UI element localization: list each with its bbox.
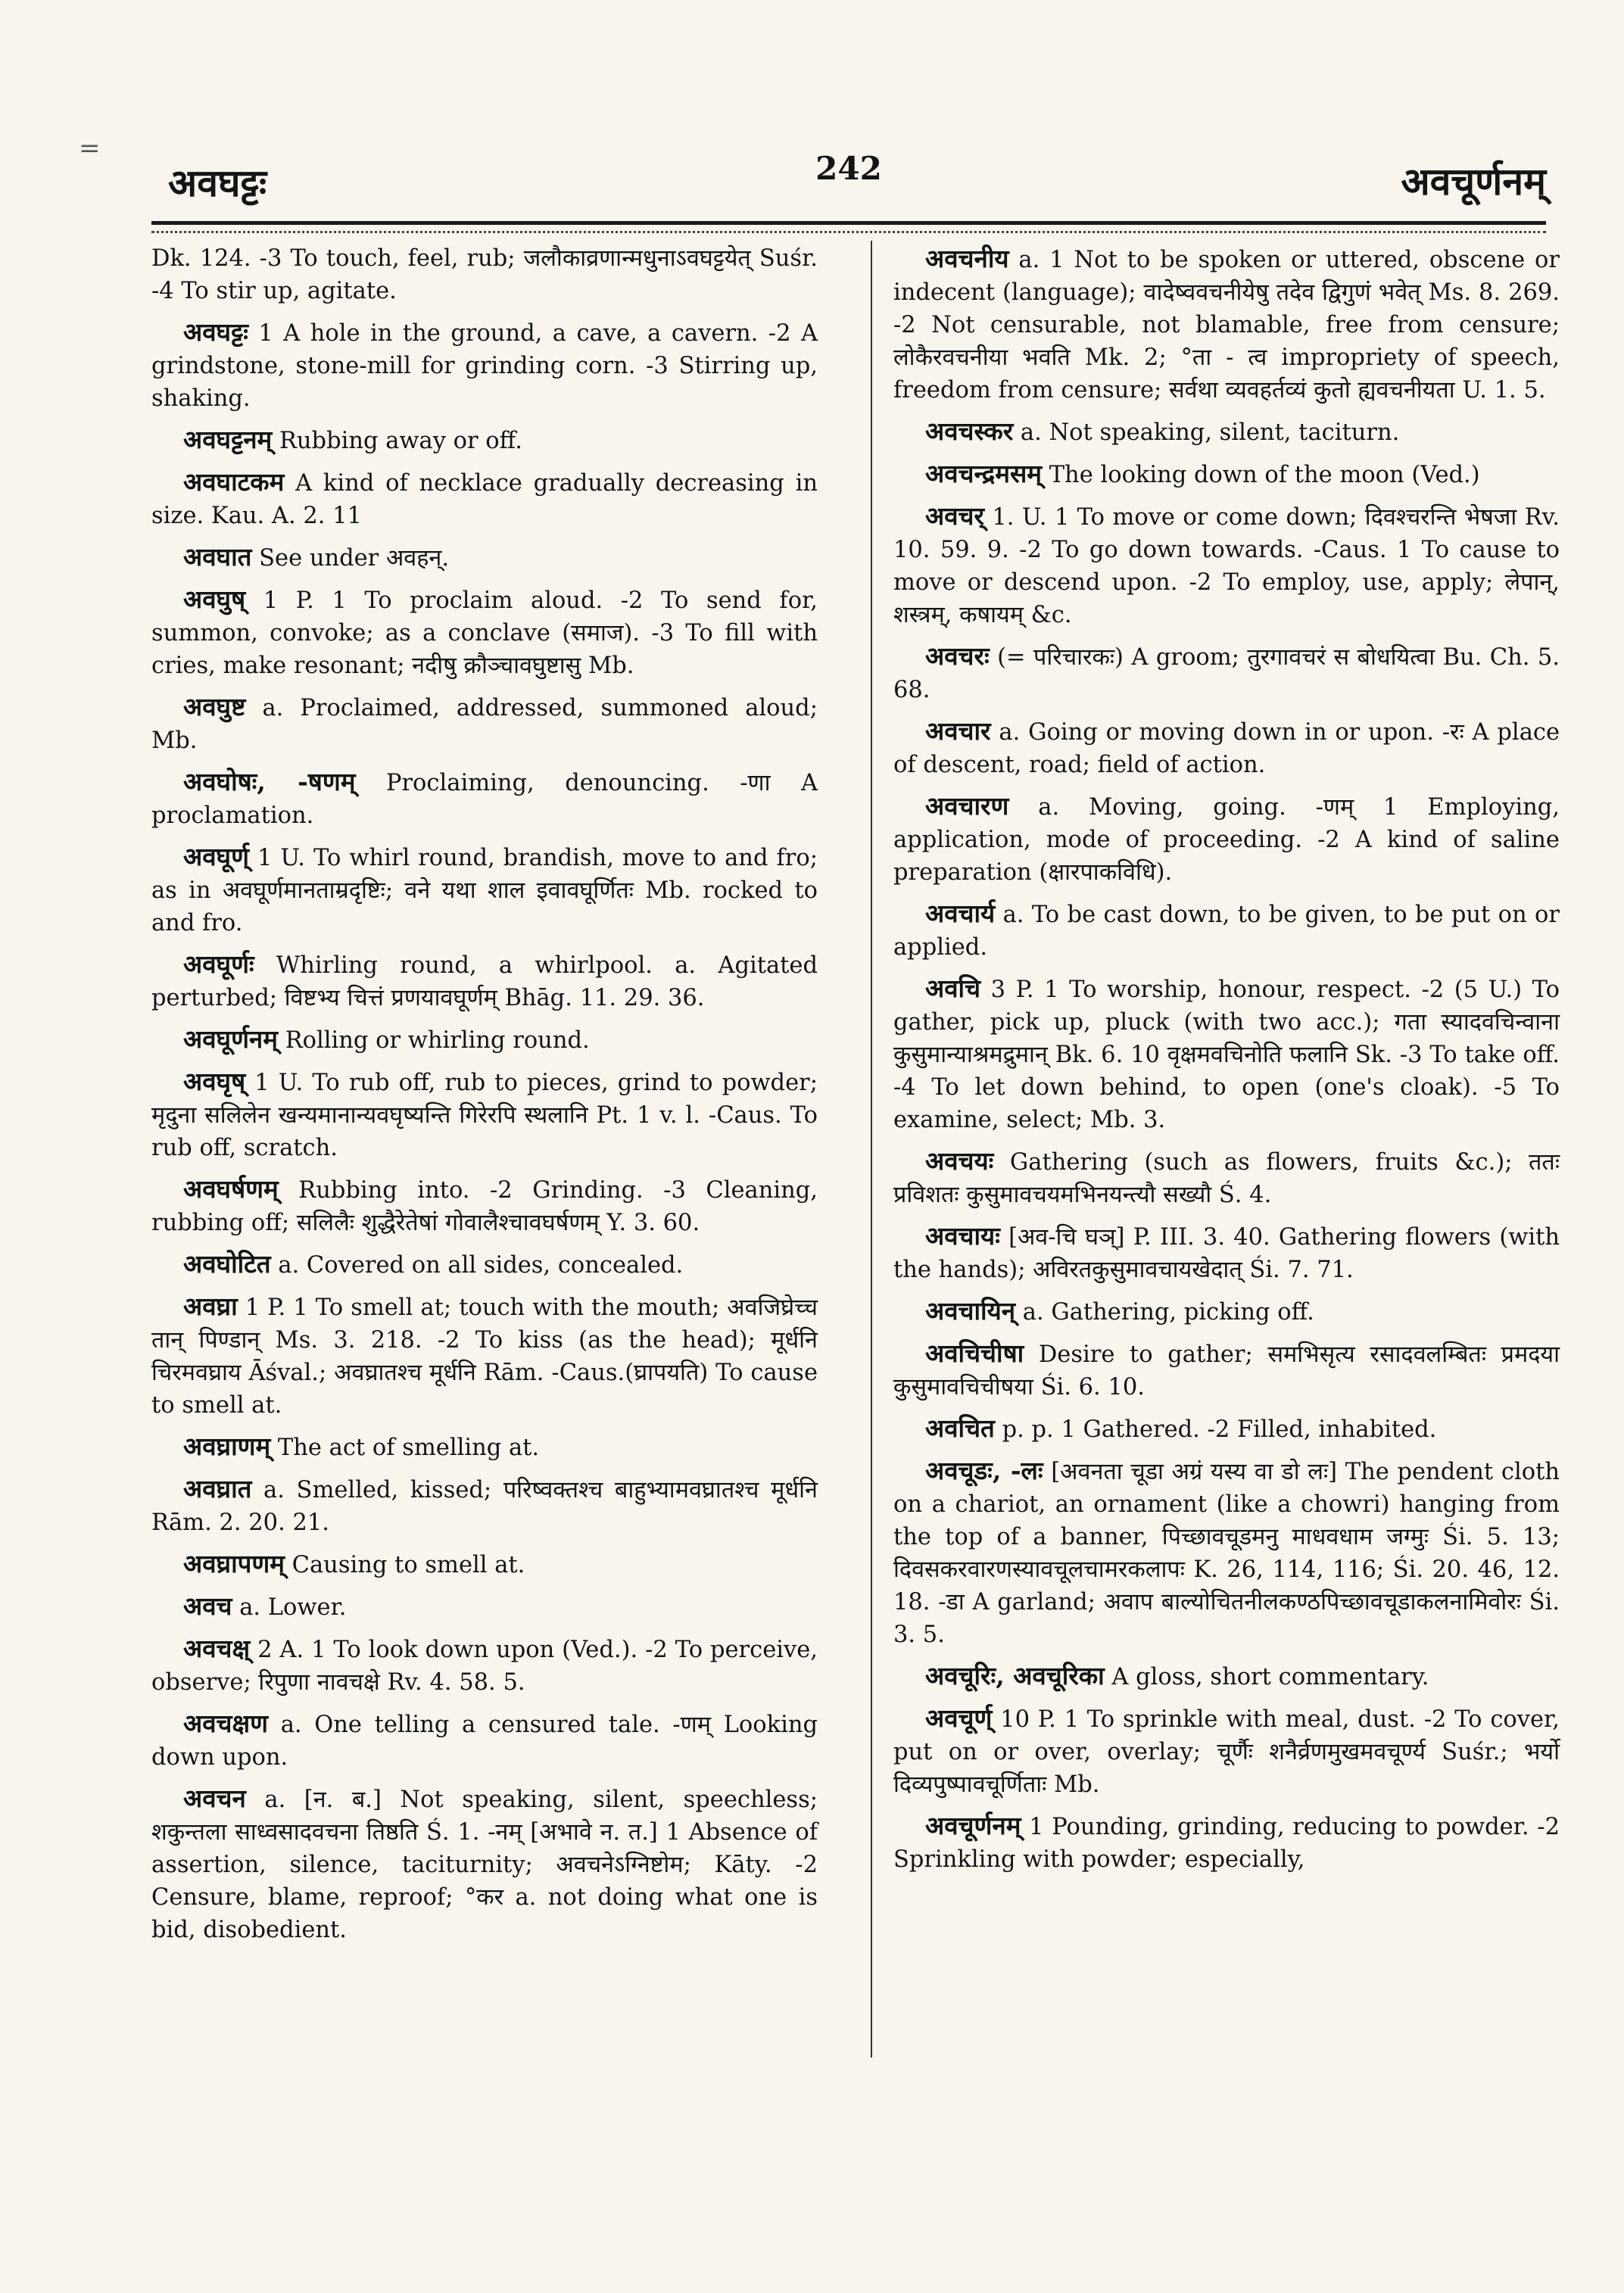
dictionary-entry: [151, 840, 818, 939]
dictionary-entry: [893, 790, 1560, 889]
headword: अवचारण: [925, 791, 1009, 821]
dictionary-entry: [151, 541, 818, 575]
dictionary-entry: [893, 415, 1560, 449]
headword: अवचन: [183, 1784, 246, 1813]
header-guide-word-left: अवघट्टः: [168, 160, 267, 205]
headword: अवचक्ष्: [183, 1634, 251, 1663]
definition: The act of smelling at.: [277, 1435, 540, 1461]
definition: a. Moving, going. -णम् 1 Employing, application, mode of proceeding. -2 A kind of saline preparation (क्षारपाकविधि).: [893, 794, 1560, 886]
definition: 1 A hole in the ground, a cave, a cavern. -2 A grindstone, stone-mill for grinding corn. -3 Stirring up, shaking.: [151, 320, 818, 412]
headword: अवचन्द्रमसम्: [925, 459, 1043, 488]
definition: Rolling or whirling round.: [285, 1027, 590, 1054]
header-dotted-rule: [151, 231, 1546, 233]
definition: Rubbing away or off.: [279, 428, 522, 454]
margin-mark: =: [79, 133, 101, 164]
definition: A gloss, short commentary.: [1111, 1664, 1429, 1690]
dictionary-entry: [151, 1590, 818, 1624]
dictionary-entry: [151, 690, 818, 757]
headword: अवघुष्: [183, 584, 246, 614]
definition: [अवनता चूडा अग्रं यस्य वा डो लः] The pendent cloth on a chariot, an ornament (like a chowri) hanging from the top of a banner, पिच्छावचूडमनु माधवधाम जग्मुः Śi. 5. 13; दिवसकरवारणस्यावचूलचामरकलापः K. 26, 114, 116; Śi. 20. 46, 12. 18. -डा A garland; अवाप बाल्योचितनीलकण्ठपिच्छावचूडाकलनामिवोरः Śi. 3. 5.: [893, 1459, 1560, 1648]
dictionary-entry: [893, 897, 1560, 964]
definition: 1. U. 1 To move or come down; दिवश्चरन्ति भेषजा Rv. 10. 59. 9. -2 To go down towards. -Caus. 1 To cause to move or descend upon. -2 To employ, use, apply; लेपान्, शस्त्रम्, कषायम् &c.: [893, 504, 1560, 628]
headword: अवचयः: [925, 1146, 994, 1176]
definition: a. Proclaimed, addressed, summoned aloud; Mb.: [151, 695, 818, 754]
headword: अवघूर्णः: [183, 949, 254, 979]
headword: अवघ्रापणम्: [183, 1549, 285, 1578]
headword: अवघ्रात: [183, 1474, 252, 1503]
dictionary-entry: [893, 242, 1560, 407]
dictionary-entry: [151, 583, 818, 682]
headword: अवचायः: [925, 1221, 1000, 1251]
left-column: [151, 242, 818, 1955]
dictionary-entry: [151, 1023, 818, 1057]
definition: 2 A. 1 To look down upon (Ved.). -2 To perceive, observe; रिपुणा नावचक्षे Rv. 4. 58. 5.: [151, 1637, 818, 1696]
dictionary-entry: [151, 1173, 818, 1239]
page-header: [151, 150, 1546, 222]
definition: a. Lower.: [239, 1594, 347, 1621]
dictionary-entry: [151, 1472, 818, 1539]
definition: 10 P. 1 To sprinkle with meal, dust. -2 To cover, put on or over, overlay; चूर्णैः शनैर्व्रणमुखमवचूर्ण्य Suśr.; भर्यो दिव्यपुष्पावचूर्णिताः Mb.: [893, 1706, 1560, 1798]
definition: Proclaiming, denouncing. -णा A proclamation.: [151, 770, 818, 829]
definition: 1 Pounding, grinding, reducing to powder. -2 Sprinkling with powder; especially,: [893, 1814, 1560, 1873]
dictionary-entry: [893, 715, 1560, 781]
dictionary-entry: [893, 1659, 1560, 1693]
headword: अवचरः: [925, 641, 990, 671]
headword: अवचनीय: [925, 244, 1009, 273]
headword: अवघृष्: [183, 1067, 246, 1096]
dictionary-entry: [893, 1809, 1560, 1876]
definition: a. One telling a censured tale. -णम् Looking down upon.: [151, 1712, 818, 1771]
header-guide-word-right: अवचूर्णनम्: [1401, 159, 1546, 204]
headword: अवचूर्ण्: [925, 1703, 993, 1733]
headword: अवचर्: [925, 501, 985, 531]
dictionary-entry: [151, 1632, 818, 1699]
dictionary-entry: [151, 1430, 818, 1464]
definition: (= परिचारकः) A groom; तुरगावचरं स बोधयित्वा Bu. Ch. 5. 68.: [893, 644, 1560, 703]
definition: [अव-चि घञ्] P. III. 3. 40. Gathering flowers (with the hands); अविरतकुसुमावचायखेदात् Śi. 7. 71.: [893, 1224, 1560, 1283]
headword: अवघात: [183, 542, 252, 572]
headword: अवघर्षणम्: [183, 1174, 279, 1204]
headword: अवचार: [925, 716, 991, 746]
dictionary-entry: [151, 466, 818, 532]
definition: See under अवहन्.: [259, 545, 450, 572]
definition: 3 P. 1 To worship, honour, respect. -2 (5 U.) To gather, pick up, pluck (with two acc.); गता स्यादवचिन्वाना कुसुमान्याश्रमद्रुमान् Bk. 6. 10 वृक्षमवचिनोति फलानि Sk. -3 To take off. -4 To let down behind, to open (one's cloak). -5 To examine, select; Mb. 3.: [893, 977, 1560, 1133]
dictionary-entry: [893, 640, 1560, 706]
dictionary-entry: [151, 948, 818, 1014]
headword: अवचूर्णनम्: [925, 1811, 1021, 1840]
dictionary-entry: [893, 1454, 1560, 1651]
headword: अवचस्कर: [925, 416, 1014, 446]
dictionary-entry: [893, 1220, 1560, 1286]
headword: अवघोषः, -षणम्: [183, 767, 356, 796]
headword: अवच: [183, 1591, 232, 1621]
column-divider: [871, 241, 872, 2058]
header-rule: [151, 221, 1546, 225]
definition: a. 1 Not to be spoken or uttered, obscene or indecent (language); वादेष्ववचनीयेषु तदेव द्विगुणं भवेत् Ms. 8. 269. -2 Not censurable, not blamable, free from censure; लोकैरवचनीया भवति Mk. 2; °ता - त्व impropriety of speech, freedom from censure; सर्वथा व्यवहर्तव्यं कुतो ह्यवचनीयता U. 1. 5.: [893, 247, 1560, 403]
dictionary-entry: [151, 1248, 818, 1282]
definition: 1 P. 1 To proclaim aloud. -2 To send for, summon, convoke; as a conclave (समाज). -3 To fill with cries, make resonant; नदीषु क्रौञ्चावघुष्टासु Mb.: [151, 587, 818, 679]
dictionary-entry: [151, 765, 818, 832]
dictionary-entry: [151, 316, 818, 415]
headword: अवघुष्ट: [183, 692, 246, 721]
dictionary-entry: [151, 1290, 818, 1422]
headword: अवचार्य: [925, 899, 996, 928]
definition: a. Not speaking, silent, taciturn.: [1020, 419, 1400, 446]
definition: a. Going or moving down in or upon. -रः A place of descent, road; field of action.: [893, 719, 1560, 778]
dictionary-entry: [151, 423, 818, 457]
headword: अवघूर्णनम्: [183, 1024, 278, 1054]
headword: अवघोटित: [183, 1249, 271, 1279]
definition: a. Gathering, picking off.: [1022, 1299, 1314, 1326]
dictionary-entry: [893, 1412, 1560, 1446]
definition: Desire to gather; समभिसृत्य रसादवलम्बितः प्रमदया कुसुमावचिचीषया Śi. 6. 10.: [893, 1341, 1560, 1400]
dictionary-entry: [893, 457, 1560, 491]
headword: अवचित: [925, 1413, 995, 1443]
headword: अवचायिन्: [925, 1296, 1016, 1326]
definition: The looking down of the moon (Ved.): [1049, 462, 1480, 488]
headword: अवचक्षण: [183, 1709, 269, 1738]
definition: a. Covered on all sides, concealed.: [278, 1252, 684, 1279]
headword: अवघट्टः: [183, 317, 248, 347]
dictionary-entry: [151, 1707, 818, 1774]
definition: A kind of necklace gradually decreasing in size. Kau. A. 2. 11: [151, 470, 818, 529]
headword: अवघाटकम: [183, 467, 285, 497]
definition: 1 P. 1 To smell at; touch with the mouth; अवजिघ्रेच्च तान् पिण्डान् Ms. 3. 218. -2 To kiss (as the head); मूर्धनि चिरमवघ्राय Āśval.; अवघ्रातश्च मूर्धनि Rām. -Caus.(घ्रापयति) To cause to smell at.: [151, 1294, 818, 1419]
page-number: 242: [815, 150, 882, 187]
headword: अवघूर्ण्: [183, 842, 249, 871]
headword: अवघ्रा: [183, 1291, 238, 1321]
definition: Causing to smell at.: [291, 1552, 525, 1578]
headword: अवघट्टनम्: [183, 425, 273, 454]
definition: a. Smelled, kissed; परिष्वक्तश्च बाहुभ्यामवघ्रातश्च मूर्धनि Rām. 2. 20. 21.: [151, 1477, 818, 1536]
definition: Gathering (such as flowers, fruits &c.); ततः प्रविशतः कुसुमावचयमभिनयन्त्यौ सख्यौ Ś. 4.: [893, 1149, 1560, 1208]
dictionary-entry: [893, 500, 1560, 631]
dictionary-entry: [151, 242, 818, 307]
dictionary-entry: [893, 1702, 1560, 1801]
definition: 1 U. To rub off, rub to pieces, grind to powder; मृदुना सलिलेन खन्यमानान्यवघृष्यन्ति गिरेरपि स्थलानि Pt. 1 v. l. -Caus. To rub off, scratch.: [151, 1070, 818, 1161]
definition: a. [न. ब.] Not speaking, silent, speechless; शकुन्तला साध्वसादवचना तिष्ठति Ś. 1. -नम् [अभावे न. त.] 1 Absence of assertion, silence, taciturnity; अवचनेऽग्निष्टोम; Kāty. -2 Censure, blame, reproof; °कर a. not doing what one is bid, disobedient.: [151, 1787, 818, 1943]
headword: अवचिचीषा: [925, 1338, 1024, 1368]
dictionary-entry: [151, 1065, 818, 1164]
definition: a. To be cast down, to be given, to be put on or applied.: [893, 902, 1560, 961]
headword: अवघ्राणम्: [183, 1432, 271, 1461]
definition: Whirling round, a whirlpool. a. Agitated perturbed; विष्टभ्य चित्तं प्रणयावघूर्णम् Bhāg. 11. 29. 36.: [151, 952, 818, 1011]
definition: Rubbing into. -2 Grinding. -3 Cleaning, rubbing off; सलिलैः शुद्धैरेतेषां गोवालैश्चावघर्षणम् Y. 3. 60.: [151, 1177, 818, 1236]
definition: Dk. 124. -3 To touch, feel, rub; जलौकाव्रणान्मधुनाऽवघट्टयेत् Suśr. -4 To stir up, agitate.: [151, 245, 818, 304]
dictionary-entry: [893, 1145, 1560, 1211]
headword: अवचूरिः, अवचूरिका: [925, 1661, 1105, 1690]
dictionary-entry: [151, 1782, 818, 1946]
dictionary-entry: [893, 972, 1560, 1136]
right-column: [893, 242, 1560, 1884]
dictionary-entry: [893, 1294, 1560, 1329]
definition: p. p. 1 Gathered. -2 Filled, inhabited.: [1002, 1416, 1437, 1443]
dictionary-entry: [151, 1547, 818, 1581]
headword: अवचि: [925, 974, 981, 1003]
definition: 1 U. To whirl round, brandish, move to and fro; as in अवघूर्णमानताम्रदृष्टिः; वने यथा शाल इवावघूर्णितः Mb. rocked to and fro.: [151, 845, 818, 936]
headword: अवचूडः, -लः: [925, 1456, 1043, 1485]
dictionary-entry: [893, 1337, 1560, 1404]
